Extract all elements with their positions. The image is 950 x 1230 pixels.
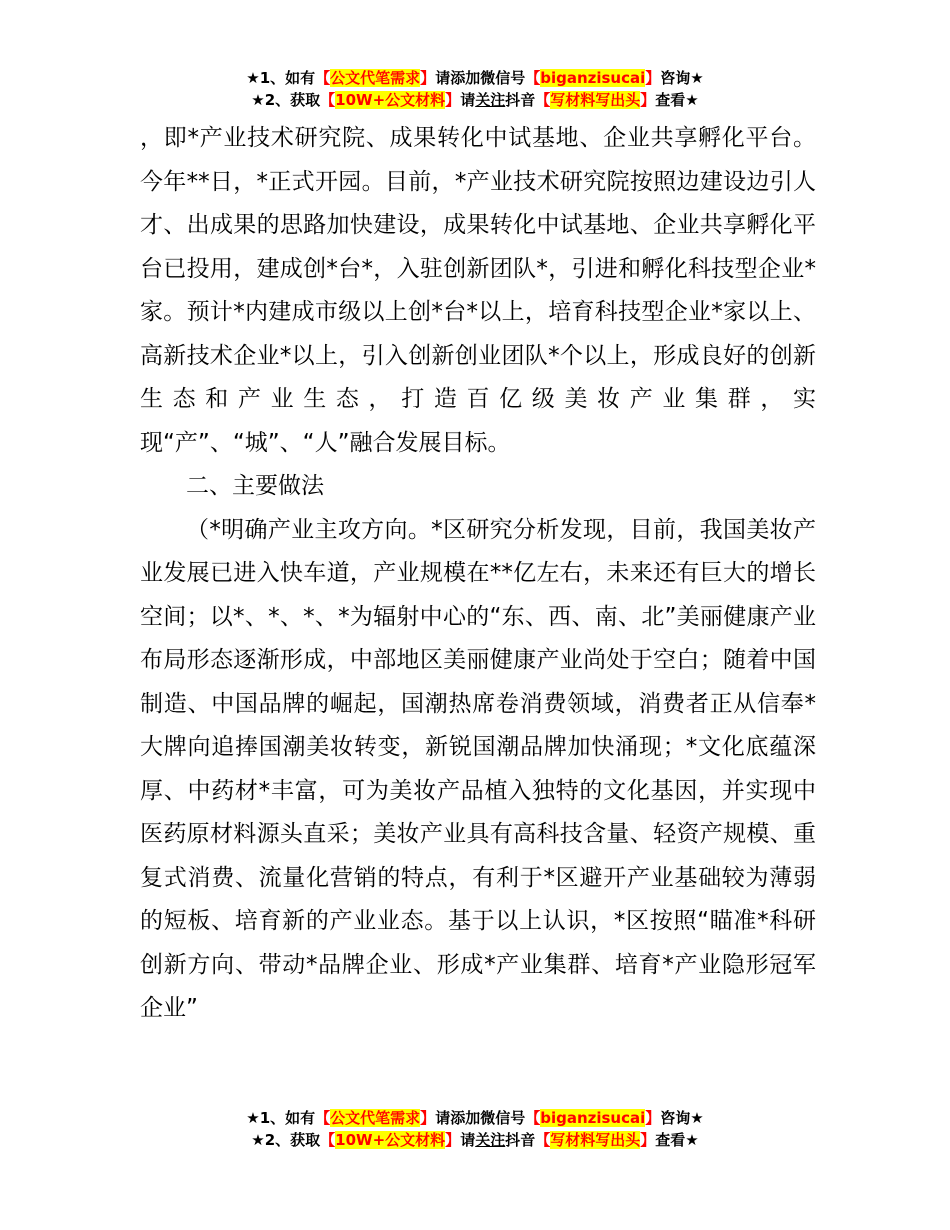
banner-text: 请 bbox=[460, 1131, 476, 1149]
banner-line-2 bbox=[0, 89, 950, 111]
banner-text: ★1、如有 bbox=[246, 1109, 316, 1127]
bracket-close: 】 bbox=[640, 91, 656, 109]
banner-text: ★2、获取 bbox=[251, 1131, 321, 1149]
banner-line-2 bbox=[0, 1129, 950, 1151]
banner-text: 抖音 bbox=[505, 1131, 536, 1149]
bracket-close: 】 bbox=[445, 1131, 461, 1149]
highlight-materials: 10W+公文材料 bbox=[335, 91, 446, 109]
bracket-open: 【 bbox=[525, 69, 541, 87]
banner-text: 查看★ bbox=[655, 1131, 699, 1149]
footer-banner bbox=[0, 1107, 950, 1151]
banner-text: 咨询★ bbox=[660, 69, 704, 87]
bracket-open: 【 bbox=[315, 69, 331, 87]
underlined-follow: 关注 bbox=[475, 1131, 506, 1149]
banner-text: 咨询★ bbox=[660, 1109, 704, 1127]
highlight-ghostwriting-service: 公文代笔需求 bbox=[330, 1109, 421, 1127]
bracket-open: 【 bbox=[525, 1109, 541, 1127]
highlight-ghostwriting-service: 公文代笔需求 bbox=[330, 69, 421, 87]
banner-line-1 bbox=[0, 67, 950, 89]
bracket-close: 】 bbox=[645, 69, 661, 87]
bracket-close: 】 bbox=[640, 1131, 656, 1149]
highlight-douyin-account: 写材料写出头 bbox=[550, 1131, 641, 1149]
paragraph-2: （*明确产业主攻方向。*区研究分析发现，目前，我国美妆产业发展已进入快车道，产业规模在**亿左右，未来还有巨大的增长空间；以*、*、*、*为辐射中心的“东、西、南、北”美丽健康产业布局形态逐渐形成，中部地区美丽健康产业尚处于空白；随着中国制造、中国品牌的崛起，国潮热席卷消费领域，消费者正从信奉*大牌向追捧国潮美妆转变，新锐国潮品牌加快涌现；*文化底蕴深厚、中药材*丰富，可为美妆产品植入独特的文化基因，并实现中医药原材料源头直采；美妆产业具有高科技含量、轻资产规模、重复式消费、流量化营销的特点，有利于*区避开产业基础较为薄弱的短板、培育新的产业业态。基于以上认识，*区按照“瞄准*科研创新方向、带动*品牌企业、形成*产业集群、培育*产业隐形冠军企业” bbox=[140, 516, 816, 1021]
header-banner bbox=[0, 67, 950, 111]
bracket-open: 【 bbox=[320, 91, 336, 109]
banner-text: 请添加微信号 bbox=[435, 1109, 526, 1127]
section-heading: 二、主要做法 bbox=[186, 473, 324, 499]
banner-text: 抖音 bbox=[505, 91, 536, 109]
highlight-wechat-id: biganzisucai bbox=[540, 1109, 646, 1127]
bracket-open: 【 bbox=[535, 1131, 551, 1149]
banner-text: ★1、如有 bbox=[246, 69, 316, 87]
bracket-open: 【 bbox=[535, 91, 551, 109]
document-body bbox=[140, 117, 816, 1031]
bracket-open: 【 bbox=[315, 1109, 331, 1127]
bracket-close: 】 bbox=[445, 91, 461, 109]
highlight-douyin-account: 写材料写出头 bbox=[550, 91, 641, 109]
banner-line-1 bbox=[0, 1107, 950, 1129]
highlight-wechat-id: biganzisucai bbox=[540, 69, 646, 87]
bracket-open: 【 bbox=[320, 1131, 336, 1149]
bracket-close: 】 bbox=[420, 69, 436, 87]
bracket-close: 】 bbox=[645, 1109, 661, 1127]
banner-text: 查看★ bbox=[655, 91, 699, 109]
paragraph-1: ，即*产业技术研究院、成果转化中试基地、企业共享孵化平台。今年**日，*正式开园。目前，*产业技术研究院按照边建设边引人才、出成果的思路加快建设，成果转化中试基地、企业共享孵化平台已投用，建成创*台*，入驻创新团队*，引进和孵化科技型企业*家。预计*内建成市级以上创*台*以上，培育科技型企业*家以上、高新技术企业*以上，引入创新创业团队*个以上，形成良好的创新生态和产业生态，打造百亿级美妆产业集群，实现“产”、“城”、“人”融合发展目标。 bbox=[140, 125, 816, 456]
banner-text: 请 bbox=[460, 91, 476, 109]
banner-text: ★2、获取 bbox=[251, 91, 321, 109]
banner-text: 请添加微信号 bbox=[435, 69, 526, 87]
highlight-materials: 10W+公文材料 bbox=[335, 1131, 446, 1149]
bracket-close: 】 bbox=[420, 1109, 436, 1127]
underlined-follow: 关注 bbox=[475, 91, 506, 109]
